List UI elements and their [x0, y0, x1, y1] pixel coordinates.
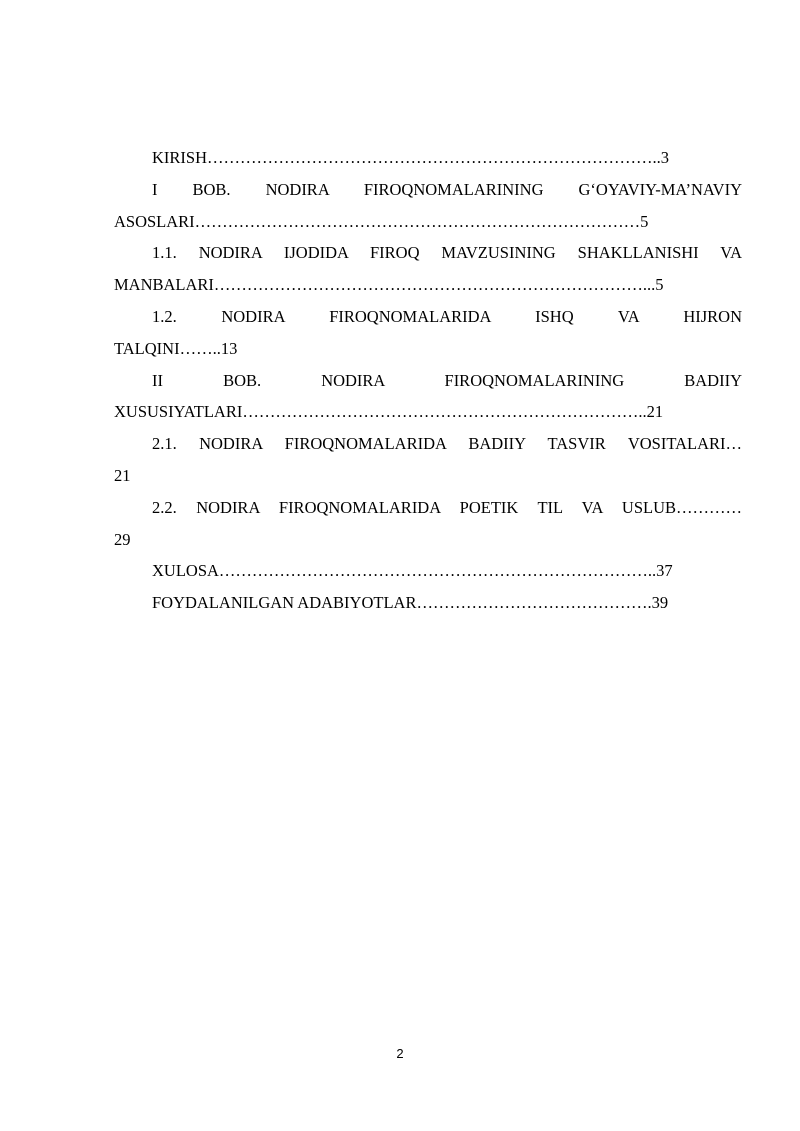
- toc-entry-line: ASOSLARI………………………………………………………………………5: [114, 211, 649, 231]
- toc-entry-text: FOYDALANILGAN ADABIYOTLAR…………………………………….39: [152, 593, 669, 613]
- toc-entry-2-2: [114, 492, 742, 556]
- toc-entry-line: 2.1. NODIRA FIROQNOMALARIDA BADIIY TASVIR VOSITALARI…: [152, 434, 742, 454]
- toc-entry-line: II BOB. NODIRA FIROQNOMALARINING BADIIY: [152, 370, 742, 390]
- toc-entry-line: 2.2. NODIRA FIROQNOMALARIDA POETIK TIL VA USLUB…………: [152, 497, 742, 517]
- toc-entry-line: I BOB. NODIRA FIROQNOMALARINING G‘OYAVIY-MA’NAVIY: [152, 179, 742, 199]
- toc-entry-xulosa: [114, 555, 742, 587]
- toc-entry-kirish: [114, 142, 742, 174]
- table-of-contents: [114, 142, 742, 619]
- toc-entry-text: KIRISH………………………………………………………………………..3: [152, 148, 670, 167]
- toc-entry-bob-2: [114, 365, 742, 429]
- toc-entry-1-2: [114, 301, 742, 365]
- toc-entry-line: MANBALARI……………………………………………………………………...5: [114, 275, 664, 295]
- toc-entry-line: 1.2. NODIRA FIROQNOMALARIDA ISHQ VA HIJRON: [152, 306, 742, 326]
- toc-entry-line: TALQINI……..13: [114, 338, 238, 358]
- toc-entry-bob-1: [114, 174, 742, 238]
- toc-entry-1-1: [114, 237, 742, 301]
- toc-entry-text: XULOSA……………………………………………………………………..37: [152, 561, 673, 581]
- toc-entry-line: XUSUSIYATLARI………………………………………………………………..21: [114, 402, 664, 422]
- toc-entry-line: 21: [114, 465, 131, 485]
- toc-entry-2-1: [114, 428, 742, 492]
- toc-entry-line: 1.1. NODIRA IJODIDA FIROQ MAVZUSINING SHAKLLANISHI VA: [152, 243, 742, 263]
- toc-entry-adabiyotlar: [114, 587, 742, 619]
- toc-entry-line: 29: [114, 529, 131, 549]
- page-number: 2: [396, 1046, 404, 1061]
